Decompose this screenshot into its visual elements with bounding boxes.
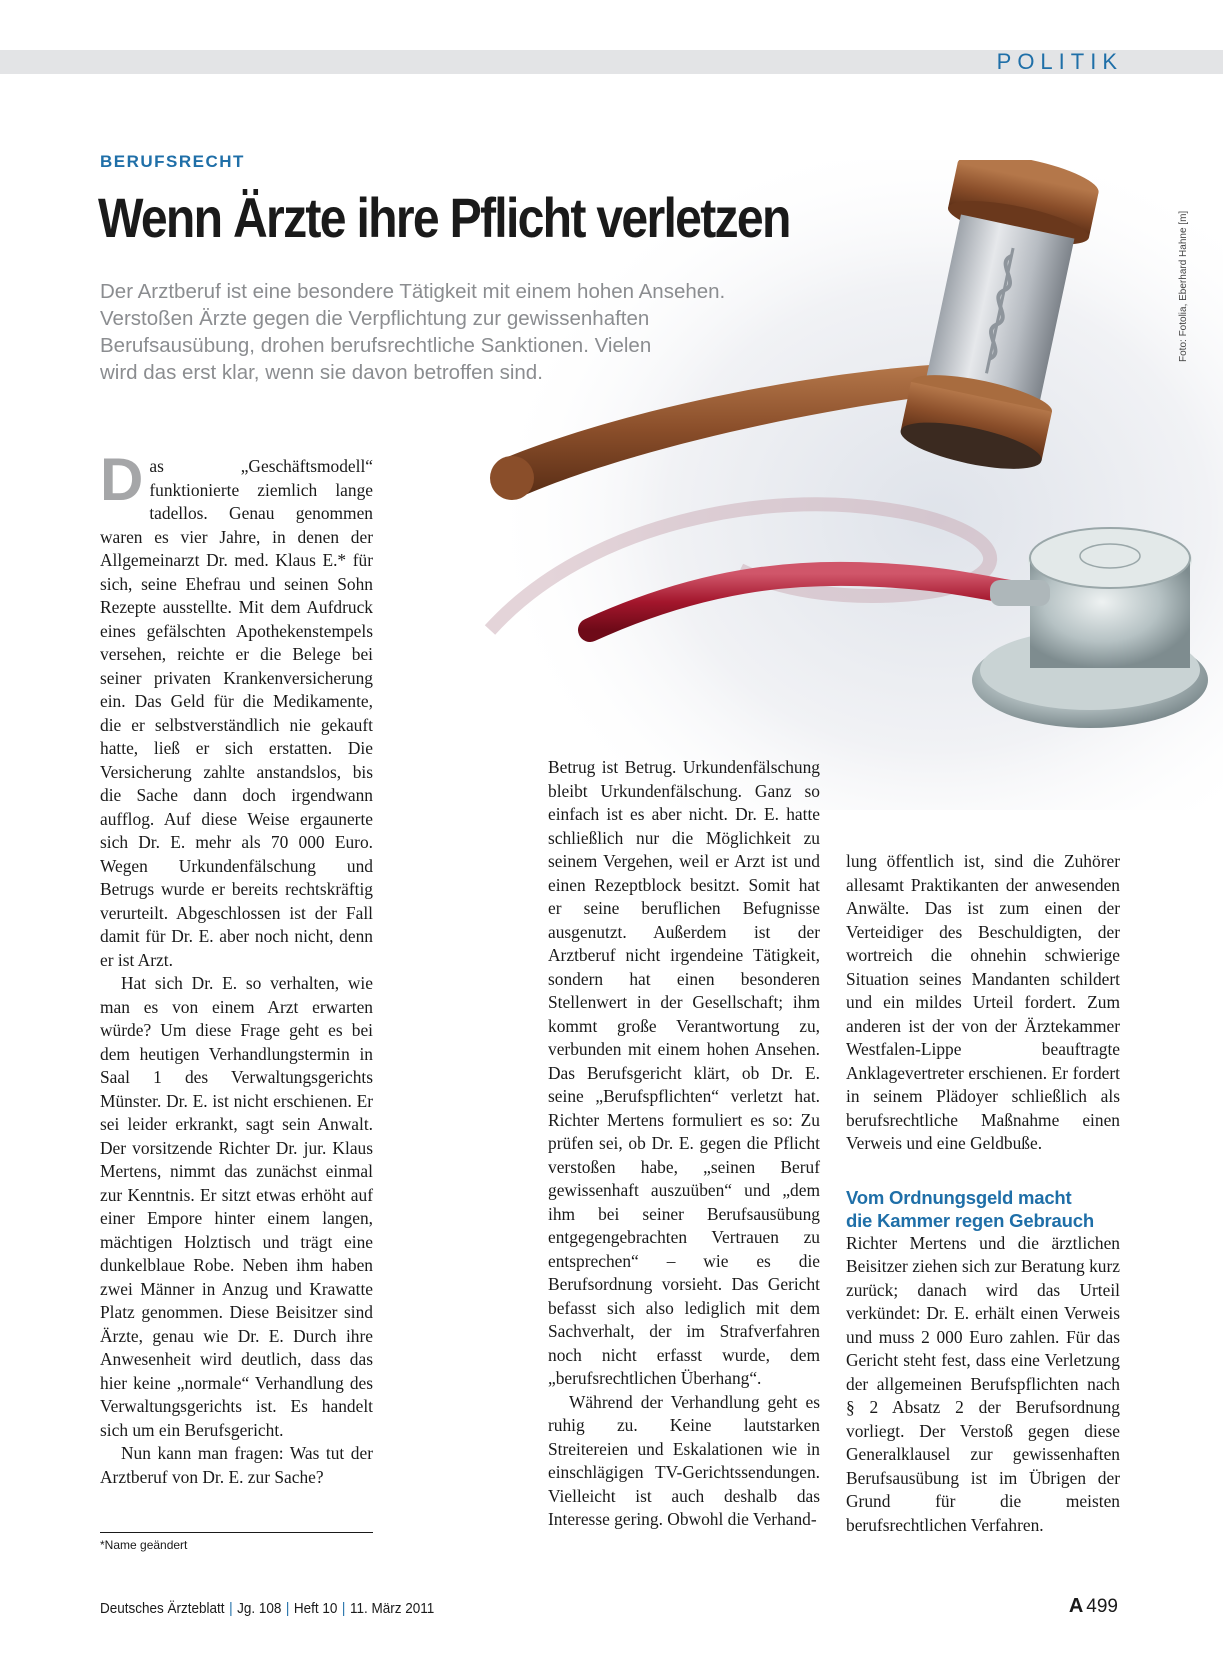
body-paragraph: Betrug ist Betrug. Urkundenfälschung bleibt Urkundenfälschung. Ganz so einfach ist es aber nicht. Dr. E. hatte schließlich nur die Möglichkeit zu seinem Vergehen, weil er Arzt ist und einen Rezeptblock besitzt. Somit hat er seine beruflichen Befugnisse ausgenutzt. Außerdem ist der Arztberuf nicht irgendeine Tätigkeit, sondern hat einen besonderen Stellenwert in der Gesellschaft; ihm kommt große Verantwortung zu, verbunden mit einem hohen Ansehen. Das Berufsgericht klärt, ob Dr. E. seine „Berufspflichten“ verletzt hat. Richter Mertens formuliert es so: Zu prüfen sei, ob Dr. E. gegen die Pflicht verstoßen habe, „seinen Beruf gewissenhaft auszuüben“ und „dem ihm bei seiner Berufsausübung entgegengebrachten Vertrauen zu entsprechen“ – wie es die Berufsordnung vorsieht. Das Gericht befasst sich also lediglich mit dem Sachverhalt, der im Strafverfahren noch nicht erfasst wurde, dem „berufsrechtlichen Überhang“. — [548, 757, 820, 1388]
body-paragraph: lung öffentlich ist, sind die Zuhörer allesamt Praktikanten der anwesenden Anwälte. Das ist zum einen der Verteidiger des Beschuldigten, der wortreich die ohnehin schwierige Situation seines Mandanten schildert und ein mildes Urteil fordert. Zum anderen ist der von der Ärztekammer Westfalen-Lippe beauftragte Anklagevertreter erschienen. Er fordert in seinem Plädoyer schließlich als berufsrechtliche Maßnahme einen Verweis und eine Geldbuße. — [846, 851, 1120, 1153]
lead-line: Berufsausübung, drohen berufsrechtliche Sanktionen. Vielen — [100, 334, 652, 357]
journal-volume: Jg. 108 — [237, 1600, 282, 1617]
photo-credit: Foto: Fotolia, Eberhard Hahne [m] — [1178, 210, 1189, 362]
body-column-2 — [548, 756, 820, 1532]
subheading-line: Vom Ordnungsgeld macht — [846, 1186, 1072, 1208]
article-title: Wenn Ärzte ihre Pflicht verletzen — [98, 186, 790, 249]
gavel-stethoscope-photo — [470, 160, 1223, 810]
body-column-1 — [100, 446, 373, 1489]
lead-line: Verstoßen Ärzte gegen die Verpflichtung zur gewissenhaften — [100, 307, 650, 330]
article-lead — [100, 278, 840, 386]
footer-separator: | — [341, 1600, 346, 1617]
subheading — [846, 1186, 1120, 1232]
page-footer — [100, 1600, 434, 1617]
page-number-value: 499 — [1086, 1596, 1118, 1617]
body-paragraph — [100, 446, 373, 972]
footer-separator: | — [285, 1600, 290, 1617]
footnote: *Name geändert — [100, 1538, 188, 1552]
body-column-3 — [846, 850, 1120, 1537]
journal-issue: Heft 10 — [293, 1600, 338, 1617]
lead-line: Der Arztberuf ist eine besondere Tätigkeit mit einem hohen Ansehen. — [100, 280, 726, 303]
subheading-line: die Kammer regen Gebrauch — [846, 1209, 1094, 1231]
body-paragraph: Hat sich Dr. E. so verhalten, wie man es von einem Arzt erwarten würde? Um diese Frage geht es bei dem heutigen Verhandlungstermin in Saal 1 des Verwaltungsgerichts Münster. Dr. E. ist nicht erschienen. Er sei leider erkrankt, sagt sein Anwalt. Der vorsitzende Richter Dr. jur. Klaus Mertens, nimmt das zunächst einmal zur Kenntnis. Er sitzt etwas erhöht auf einer Empore hinter einem langen, mächtigen Holztisch und trägt eine dunkelblaue Robe. Neben ihm haben zwei Männer in Anzug und Krawatte Platz genommen. Diese Beisitzer sind Ärzte, genau wie Dr. E. Durch ihre Anwesenheit wird deutlich, dass das hier keine „normale“ Verhandlung des Verwaltungsgerichts ist. Es handelt sich um ein Berufsgericht. — [100, 973, 373, 1440]
footer-separator: | — [229, 1600, 233, 1617]
page-prefix: A — [1068, 1595, 1084, 1617]
drop-cap: D — [100, 446, 144, 513]
paragraph-text: as „Geschäftsmodell“ funktionierte ziemlich lange tadellos. Genau genommen waren es vier Jahre, in denen der Allgemeinarzt Dr. med. Klaus E.* für sich, seine Ehefrau und seinen Sohn Rezepte ausstellte. Mit dem Aufdruck eines gefälschten Apothekenstempels versehen, reichte er die Belege bei seiner privaten Krankenversicherung ein. Das Geld für die Medikamente, die er selbstverständlich nie gekauft hatte, ließ er sich erstatten. Die Versicherung zahlte anstandslos, bis die Sache dann doch irgendwann aufflog. Auf diese Weise ergaunerte sich Dr. E. mehr als 70 000 Euro. Wegen Urkundenfälschung und Betrugs wurde er bereits rechtskräftig verurteilt. Abgeschlossen ist der Fall damit für Dr. E. aber noch nicht, denn er ist Arzt. — [100, 456, 373, 970]
lead-line: wird das erst klar, wenn sie davon betroffen sind. — [100, 361, 543, 384]
journal-date: 11. März 2011 — [349, 1600, 435, 1617]
page-number — [1069, 1595, 1118, 1618]
body-paragraph: Richter Mertens und die ärztlichen Beisitzer ziehen sich zur Beratung kurz zurück; danach wird das Urteil verkündet: Dr. E. erhält einen Verweis und muss 2 000 Euro zahlen. Für das Gericht steht fest, dass eine Verletzung der allgemeinen Berufspflichten nach § 2 Absatz 2 der Berufsordnung vorliegt. Der Verstoß gegen diese Generalklausel zur gewissenhaften Berufsausübung ist im Übrigen der Grund für die meisten berufsrechtlichen Verfahren. — [846, 1232, 1120, 1535]
journal-name: Deutsches Ärzteblatt — [100, 1600, 225, 1617]
section-label: POLITIK — [996, 49, 1123, 74]
body-paragraph: Nun kann man fragen: Was tut der Arztberuf von Dr. E. zur Sache? — [100, 1443, 373, 1487]
body-paragraph: Während der Verhandlung geht es ruhig zu. Keine lautstarken Streitereien und Eskalationen wie in einschlägigen TV-Gerichtssendungen. Vielleicht ist auch deshalb das Interesse gering. Obwohl die Verhand- — [548, 1391, 820, 1529]
footnote-rule — [100, 1532, 373, 1533]
article-kicker: BERUFSRECHT — [100, 152, 245, 171]
